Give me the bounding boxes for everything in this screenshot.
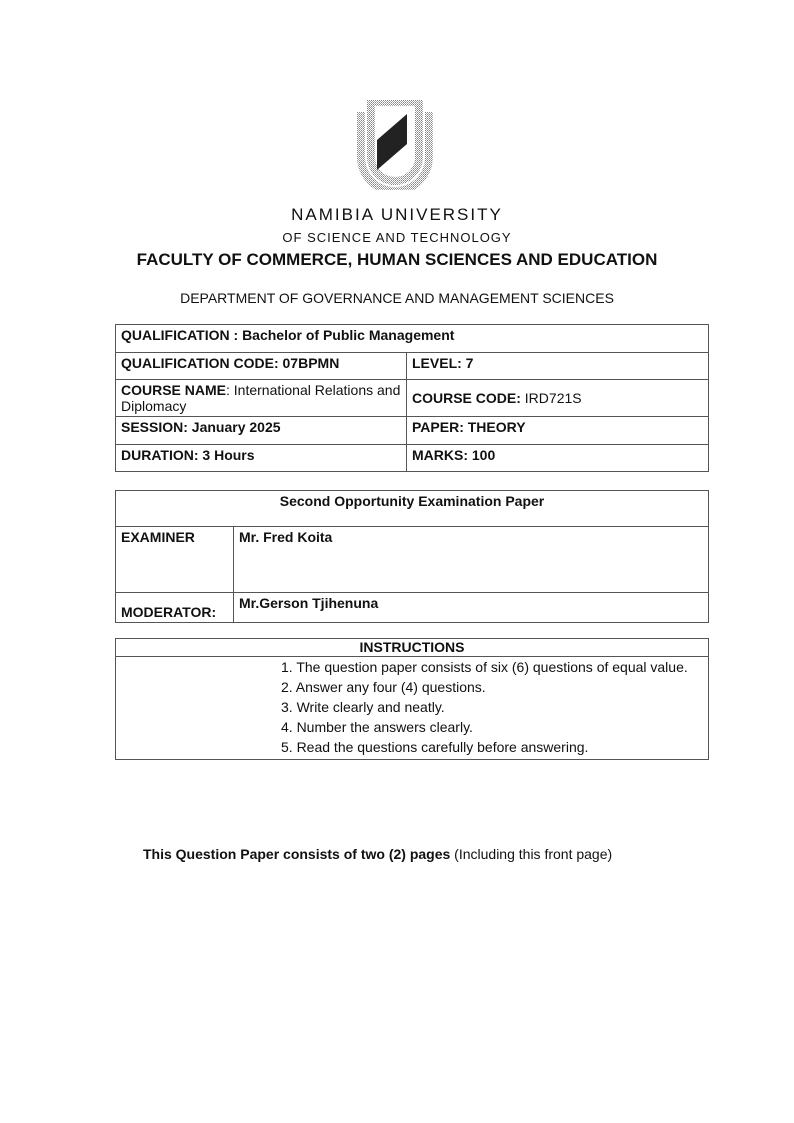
instructions-title: INSTRUCTIONS [116,639,709,657]
university-logo [355,100,435,190]
duration-cell: DURATION: 3 Hours [116,445,407,472]
university-subtitle: OF SCIENCE AND TECHNOLOGY [282,230,512,245]
course-code-cell: COURSE CODE: IRD721S [407,380,709,417]
paper-cell: PAPER: THEORY [407,417,709,445]
instruction-item: 3. Write clearly and neatly. [281,699,445,715]
department-title: DEPARTMENT OF GOVERNANCE AND MANAGEMENT SCIENCES [180,290,614,306]
instructions-list [116,657,708,757]
course-name-cell: COURSE NAME: International Relations and Diplomacy [116,380,407,417]
examiner-table [115,490,709,623]
instruction-item: 5. Read the questions carefully before answering. [281,739,589,755]
exam-title: Second Opportunity Examination Paper [116,491,709,527]
examiner-name: Mr. Fred Koita [234,527,709,593]
marks-cell: MARKS: 100 [407,445,709,472]
examiner-label: EXAMINER [116,527,234,593]
instruction-item: 2. Answer any four (4) questions. [281,679,486,695]
university-name: NAMIBIA UNIVERSITY [291,205,503,224]
qual-code-cell: QUALIFICATION CODE: 07BPMN [116,353,407,380]
qualification-cell: QUALIFICATION : Bachelor of Public Management [116,325,709,353]
instruction-item: 1. The question paper consists of six (6) questions of equal value. [281,659,688,675]
instruction-item: 4. Number the answers clearly. [281,719,473,735]
moderator-label: MODERATOR: [116,593,234,623]
level-cell: LEVEL: 7 [407,353,709,380]
page-count-note: This Question Paper consists of two (2) pages (Including this front page) [143,846,613,862]
instructions-table [115,638,709,760]
session-cell: SESSION: January 2025 [116,417,407,445]
faculty-title: FACULTY OF COMMERCE, HUMAN SCIENCES AND EDUCATION [136,250,658,269]
moderator-name: Mr.Gerson Tjihenuna [234,593,709,623]
course-info-table [115,324,709,472]
